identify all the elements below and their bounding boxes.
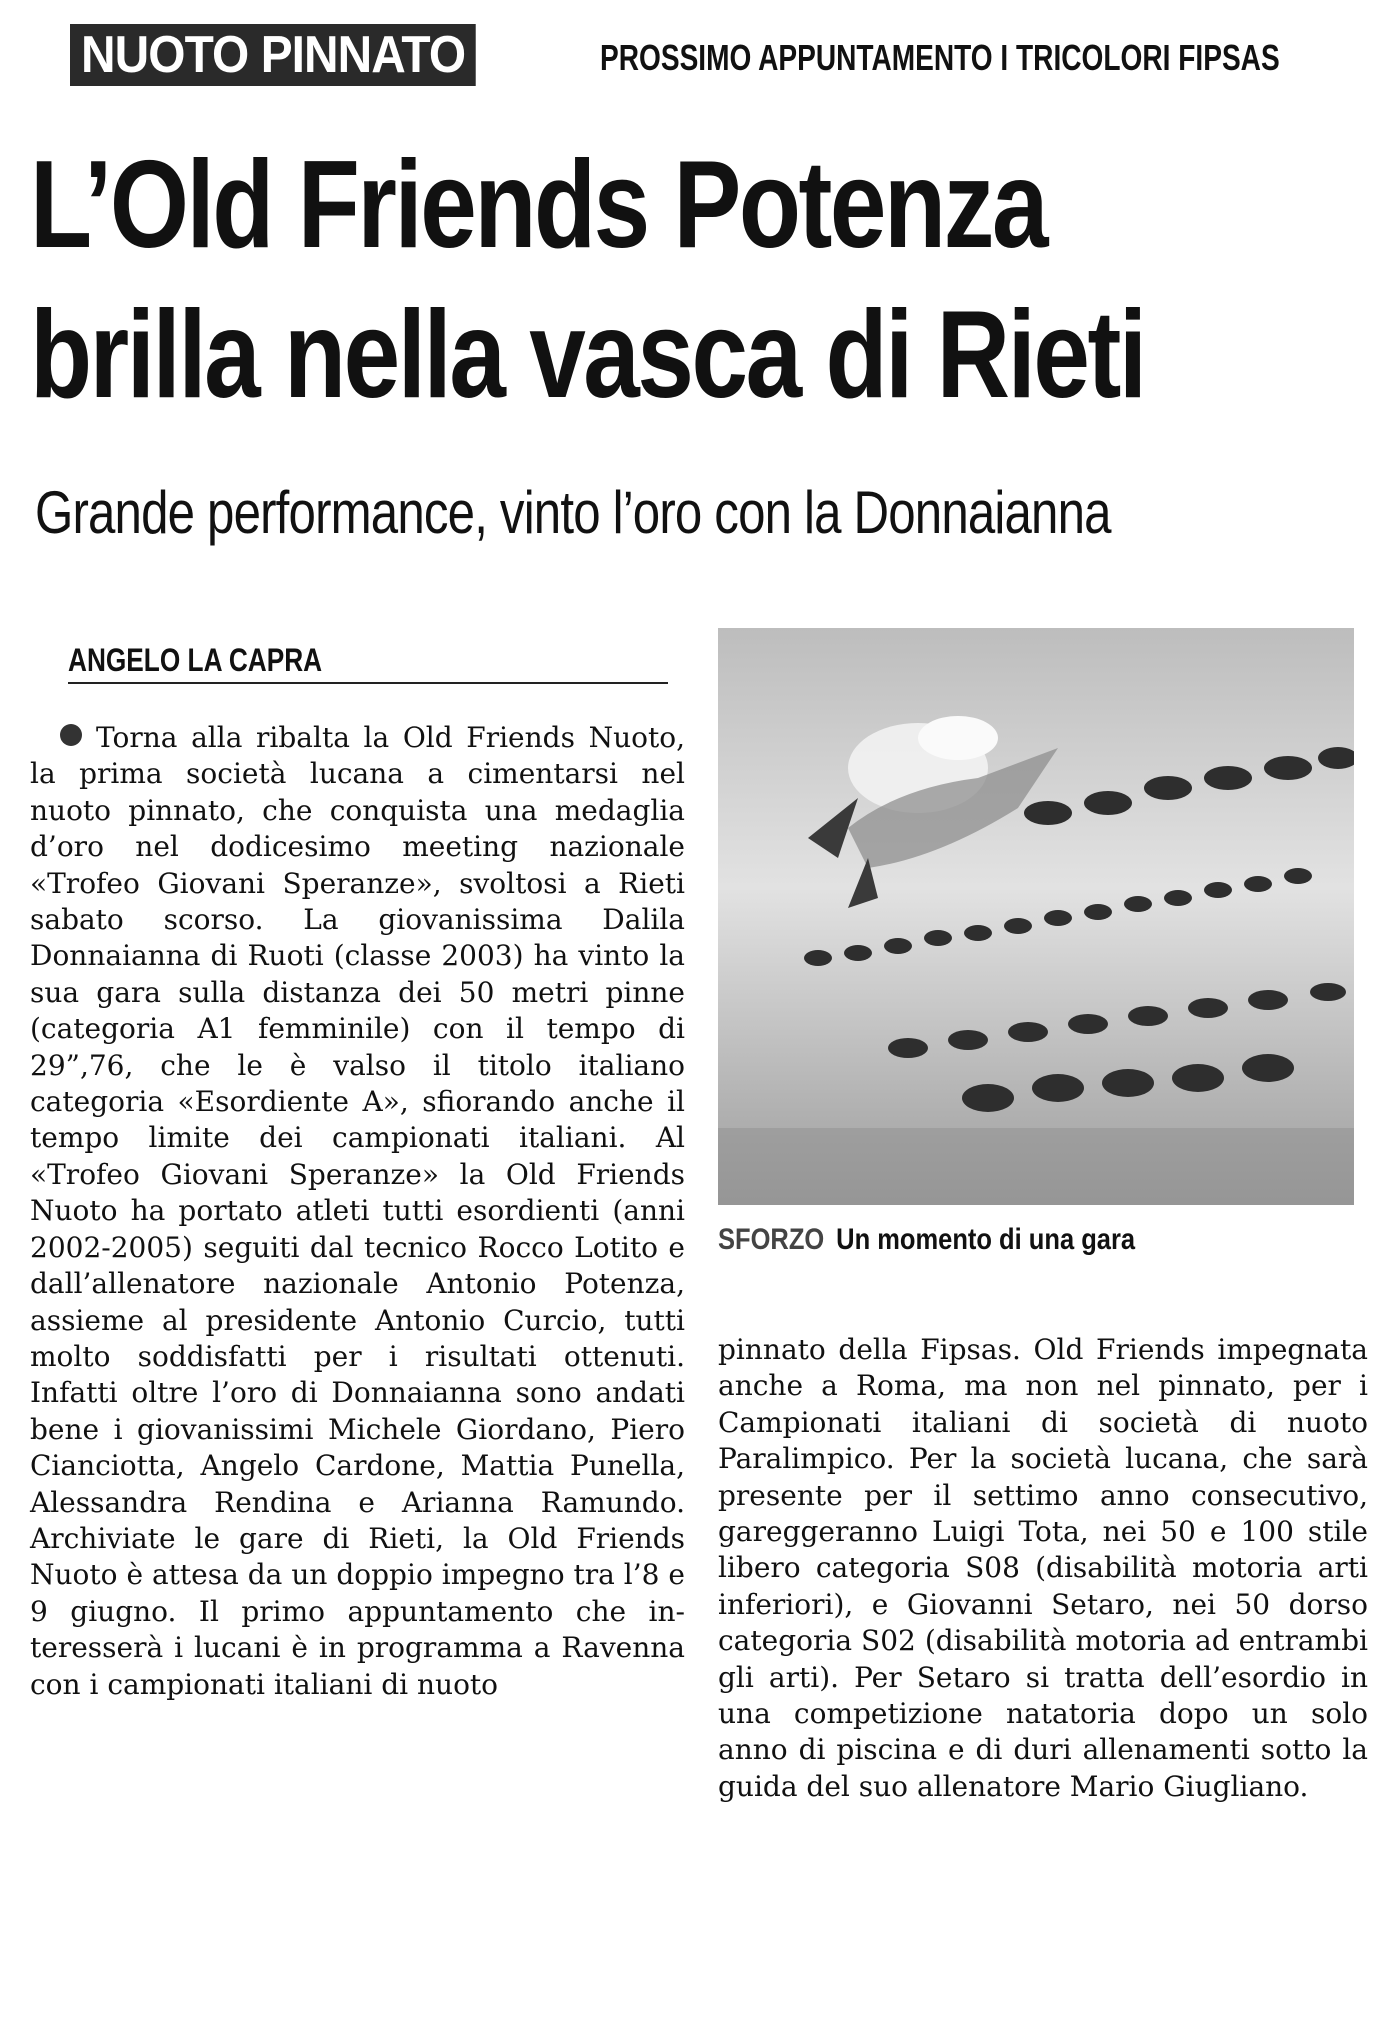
article-text-left: Torna alla ribalta la Old Friends Nuoto, la prima società lucana a cimentarsi nel nuoto pinnato, che conquista una medaglia d’oro nel dodicesimo meeting nazionale «Trofeo Giovani Speranze», svoltosi a Rieti sabato scorso. La giovanissima Dalila Donnaianna di Ruoti (classe 2003) ha vinto la sua gara sulla distanza dei 50 metri pinne (categoria A1 femminile) con il tempo di 29”,76, che le è valso il titolo italiano categoria «Esordiente A», sfiorando anche il tempo limite dei campionati italiani. Al «Trofeo Giovani Speranze» la Old Friends Nuoto ha portato atleti tutti esordienti (anni 2002-2005) seguiti dal tecnico Rocco Lotito e dall’allenatore nazionale Antonio Potenza, assieme al presidente Antonio Curcio, tutti molto soddisfatti per i risultati ottenuti. Infatti oltre l’oro di Donnaianna sono andati bene i giovanissimi Michele Giordano, Piero Cianciotta, Angelo Cardone, Mattia Punella, Alessandra Rendina e Arianna Ramundo. Archiviate le gare di Rieti, la Old Friends Nuoto è attesa da un doppio impegno tra l’8 e 9 giugno. Il primo appuntamento che interesserà i lucani è in programma a Ravenna con i campionati italiani di nuoto — [30, 721, 685, 1701]
bullet-icon — [60, 724, 82, 746]
byline — [68, 642, 668, 684]
caption-label: SFORZO — [718, 1223, 825, 1256]
kicker-topic: PROSSIMO APPUNTAMENTO I TRICOLORI FIPSAS — [600, 37, 1280, 78]
article-column-right — [718, 1332, 1368, 1952]
headline — [30, 130, 1370, 430]
author-name: ANGELO LA CAPRA — [68, 642, 323, 678]
photo-caption — [718, 1222, 1135, 1258]
headline-line-1: L’Old Friends Potenza — [30, 136, 1047, 274]
section-tag: NUOTO PINNATO — [70, 24, 476, 86]
race-photo — [718, 628, 1354, 1205]
article-column-left — [30, 720, 685, 2000]
subheadline: Grande performance, vinto l’oro con la Donnaianna — [35, 479, 1111, 546]
swimmer-image-icon — [718, 628, 1354, 1205]
headline-line-2: brilla nella vasca di Rieti — [30, 286, 1145, 424]
article-text-right: pinnato della Fipsas. Old Friends impegnata anche a Roma, ma non nel pinnato, per i Campionati italiani di società di nuoto Paralimpico. Per la società lucana, che sarà presente per il settimo anno consecutivo, gareggeranno Luigi Tota, nei 50 e 100 stile libero categoria S08 (disabilità motoria arti inferiori), e Giovanni Setaro, nei 50 dorso categoria S02 (disabilità motoria ad entrambi gli arti). Per Setaro si tratta dell’esordio in una competizione natatoria dopo un solo anno di piscina e di duri allenamenti sotto la guida del suo allenatore Mario Giugliano. — [718, 1333, 1368, 1803]
caption-text: Un momento di una gara — [836, 1223, 1136, 1256]
